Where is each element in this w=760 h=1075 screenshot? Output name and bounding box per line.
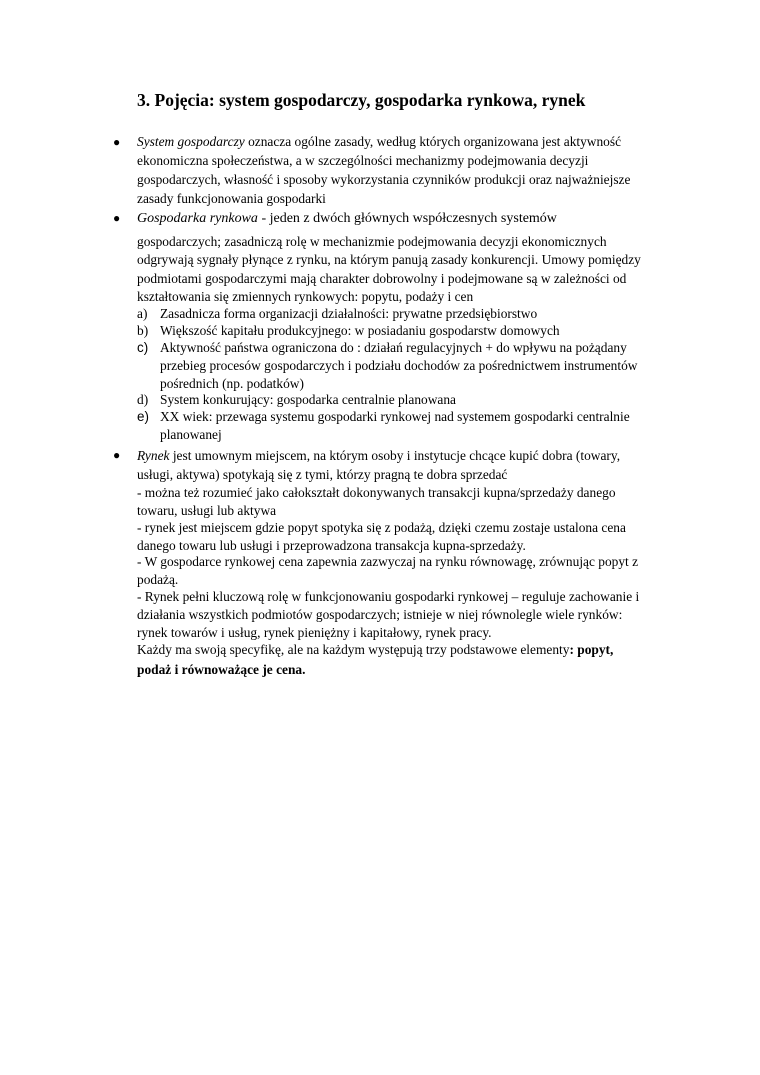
rynek-closing-bold: podaż i równoważące je cena. (137, 662, 306, 677)
rynek-text-line: usługi, aktywa) spotykają się z tymi, którzy pragną te dobra sprzedać (137, 467, 508, 482)
gospodarka-text-line: kształtowania się zmiennych rynkowych: popytu, podaży i cen (137, 289, 474, 304)
sublist-item: Aktywność państwa ograniczona do : działań regulacyjnych + do wpływu na pożądany (160, 340, 627, 355)
rynek-text-line: jest umownym miejscem, na którym osoby i instytucje chcące kupić dobra (towary, (169, 448, 621, 463)
sublist-item: System konkurujący: gospodarka centralnie planowana (160, 392, 456, 407)
rynek-closing-text: Każdy ma swoją specyfikę, ale na każdym występują trzy podstawowe elementy (137, 642, 570, 657)
bullet-icon: ● (113, 135, 121, 149)
section-title: 3. Pojęcia: system gospodarczy, gospodarka rynkowa, rynek (137, 90, 586, 110)
rynek-term: Rynek (137, 448, 170, 463)
rynek-text-line: - można też rozumieć jako całokształt dokonywanych transakcji kupna/sprzedaży danego (137, 485, 616, 500)
sublist-item: przebieg procesów gospodarczych i podziału dochodów za pośrednictwem instrumentów (160, 358, 638, 373)
rynek-closing-bold: : popyt, (569, 642, 614, 657)
sublist-label: c) (137, 340, 149, 355)
rynek-text-line: towaru, usługi lub aktywa (137, 503, 277, 518)
sublist-label: e) (137, 409, 149, 424)
sublist-label: b) (137, 323, 149, 338)
bullet-icon: ● (113, 211, 121, 225)
gospodarka-first-line (137, 210, 557, 227)
rynek-text-line: rynek towarów i usług, rynek pieniężny i kapitałowy, rynek pracy. (137, 625, 492, 640)
sublist-item: pośrednich (np. podatków) (160, 376, 304, 391)
bullet-icon: ● (113, 448, 121, 462)
rynek-closing-line (137, 641, 613, 658)
gospodarka-term: Gospodarka rynkowa (137, 211, 258, 226)
rynek-text-line: - W gospodarce rynkowej cena zapewnia zazwyczaj na rynku równowagę, zrównując popyt z (137, 554, 639, 569)
system-text-line: oznacza ogólne zasady, według których organizowana jest aktywność (244, 134, 622, 149)
rynek-text-line: danego towaru lub usługi i przeprowadzona transakcja kupna-sprzedaży. (137, 538, 526, 553)
sublist-item: Zasadnicza forma organizacji działalności: prywatne przedsiębiorstwo (160, 306, 538, 321)
sublist-item: planowanej (160, 427, 222, 442)
rynek-text-line: podażą. (137, 572, 179, 587)
rynek-text-line: - Rynek pełni kluczową rolę w funkcjonowaniu gospodarki rynkowej – reguluje zachowanie i (137, 589, 640, 604)
rynek-text-line: działania wszystkich podmiotów gospodarczych; istnieje w niej równolegle wiele rynków: (137, 607, 623, 622)
system-term: System gospodarczy (137, 134, 245, 149)
gospodarka-text-line: - jeden z dwóch głównych współczesnych systemów (257, 211, 557, 226)
sublist-label: d) (137, 392, 149, 407)
system-first-line (137, 133, 621, 150)
system-text-line: ekonomiczna społeczeństwa, a w szczególności mechanizmy podejmowania decyzji (137, 153, 589, 168)
sublist-item: Większość kapitału produkcyjnego: w posiadaniu gospodarstw domowych (160, 323, 560, 338)
gospodarka-text-line: odgrywają sygnały płynące z rynku, na którym panują zasady konkurencji. Umowy pomiędzy (137, 252, 641, 267)
rynek-text-line: - rynek jest miejscem gdzie popyt spotyka się z podażą, dzięki czemu zostaje ustalona cena (137, 520, 626, 535)
sublist-label: a) (137, 306, 148, 321)
gospodarka-text-line: gospodarczych; zasadniczą rolę w mechanizmie podejmowania decyzji ekonomicznych (137, 234, 607, 249)
gospodarka-text-line: podmiotami gospodarczymi mają charakter dobrowolny i podejmowane są w zależności od (137, 271, 627, 286)
rynek-first-line (137, 447, 620, 464)
sublist-item: XX wiek: przewaga systemu gospodarki rynkowej nad systemem gospodarki centralnie (160, 409, 630, 424)
system-text-line: zasady funkcjonowania gospodarki (137, 191, 326, 206)
system-text-line: gospodarczych, własność i sposoby wykorzystania czynników produkcji oraz najważniejsze (137, 172, 631, 187)
